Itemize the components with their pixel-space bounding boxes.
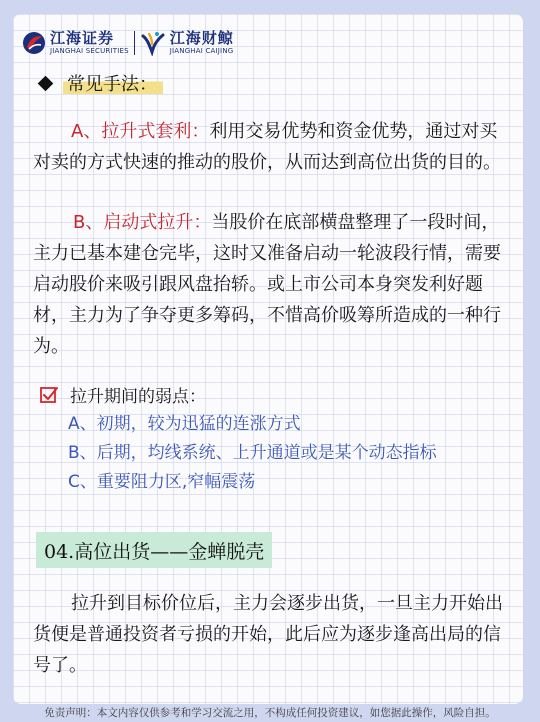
- jianghai-caijing-whale-icon: [140, 30, 166, 56]
- methods-heading: [40, 70, 163, 96]
- section-04-paragraph: [33, 588, 513, 681]
- logo-bar: [22, 26, 234, 60]
- jianghai-securities-logo-mark-icon: [22, 31, 46, 55]
- method-b-paragraph: [33, 207, 513, 362]
- weaknesses-heading: [40, 382, 206, 407]
- logo1-english-name: JIANGHAI SECURITIES: [50, 47, 129, 55]
- logo2-english-name: JIANGHAI CAIJING: [169, 47, 234, 55]
- weakness-item-a: A、初期，较为迅猛的连涨方式: [68, 414, 301, 434]
- weaknesses-title: 拉升期间的弱点：: [70, 387, 206, 407]
- logo1-chinese-name: 江海证券: [50, 29, 115, 47]
- logo2-chinese-name: 江海财鲸: [169, 29, 234, 47]
- disclaimer: 免责声明：本文内容仅供参考和学习交流之用，不构成任何投资建议，如您据此操作，风险自担。: [44, 707, 496, 719]
- jianghai-securities-logo: [22, 31, 129, 55]
- method-a-paragraph: [33, 116, 513, 178]
- checkbox-checked-icon: [40, 386, 58, 404]
- method-a-label: A、拉升式套利：: [71, 121, 210, 142]
- weakness-item-c: C、重要阻力区,窄幅震荡: [68, 472, 256, 492]
- section-04-text: 拉升到目标价位后，主力会逐步出货，一旦主力开始出货便是普通投资者亏损的开始，此后应为逐步逢高出局的信号了。: [33, 593, 503, 676]
- method-a-text: 利用交易优势和资金优势，通过对买对卖的方式快速的推动的股价，从而达到高位出货的目的。: [33, 121, 501, 173]
- method-b-label: B、启动式拉升：: [73, 212, 212, 233]
- section-04-title: 04.高位出货——金蝉脱壳: [36, 532, 272, 568]
- jianghai-caijing-logo: [140, 30, 234, 56]
- logo-divider: [134, 31, 135, 55]
- methods-title: 常见手法：: [63, 70, 163, 96]
- weakness-item-b: B、后期，均线系统、上升通道或是某个动态指标: [68, 443, 437, 463]
- diamond-bullet-icon: [38, 75, 54, 91]
- method-b-text: 当股价在底部横盘整理了一段时间，主力已基本建仓完毕，这时又准备启动一轮波段行情，需要启动股价来吸引跟风盘抬轿。或上市公司本身突发利好题材，主力为了争夺更多筹码，不惜高价吸筹所造成的一种行为。: [33, 212, 501, 357]
- weaknesses-list: [68, 410, 437, 497]
